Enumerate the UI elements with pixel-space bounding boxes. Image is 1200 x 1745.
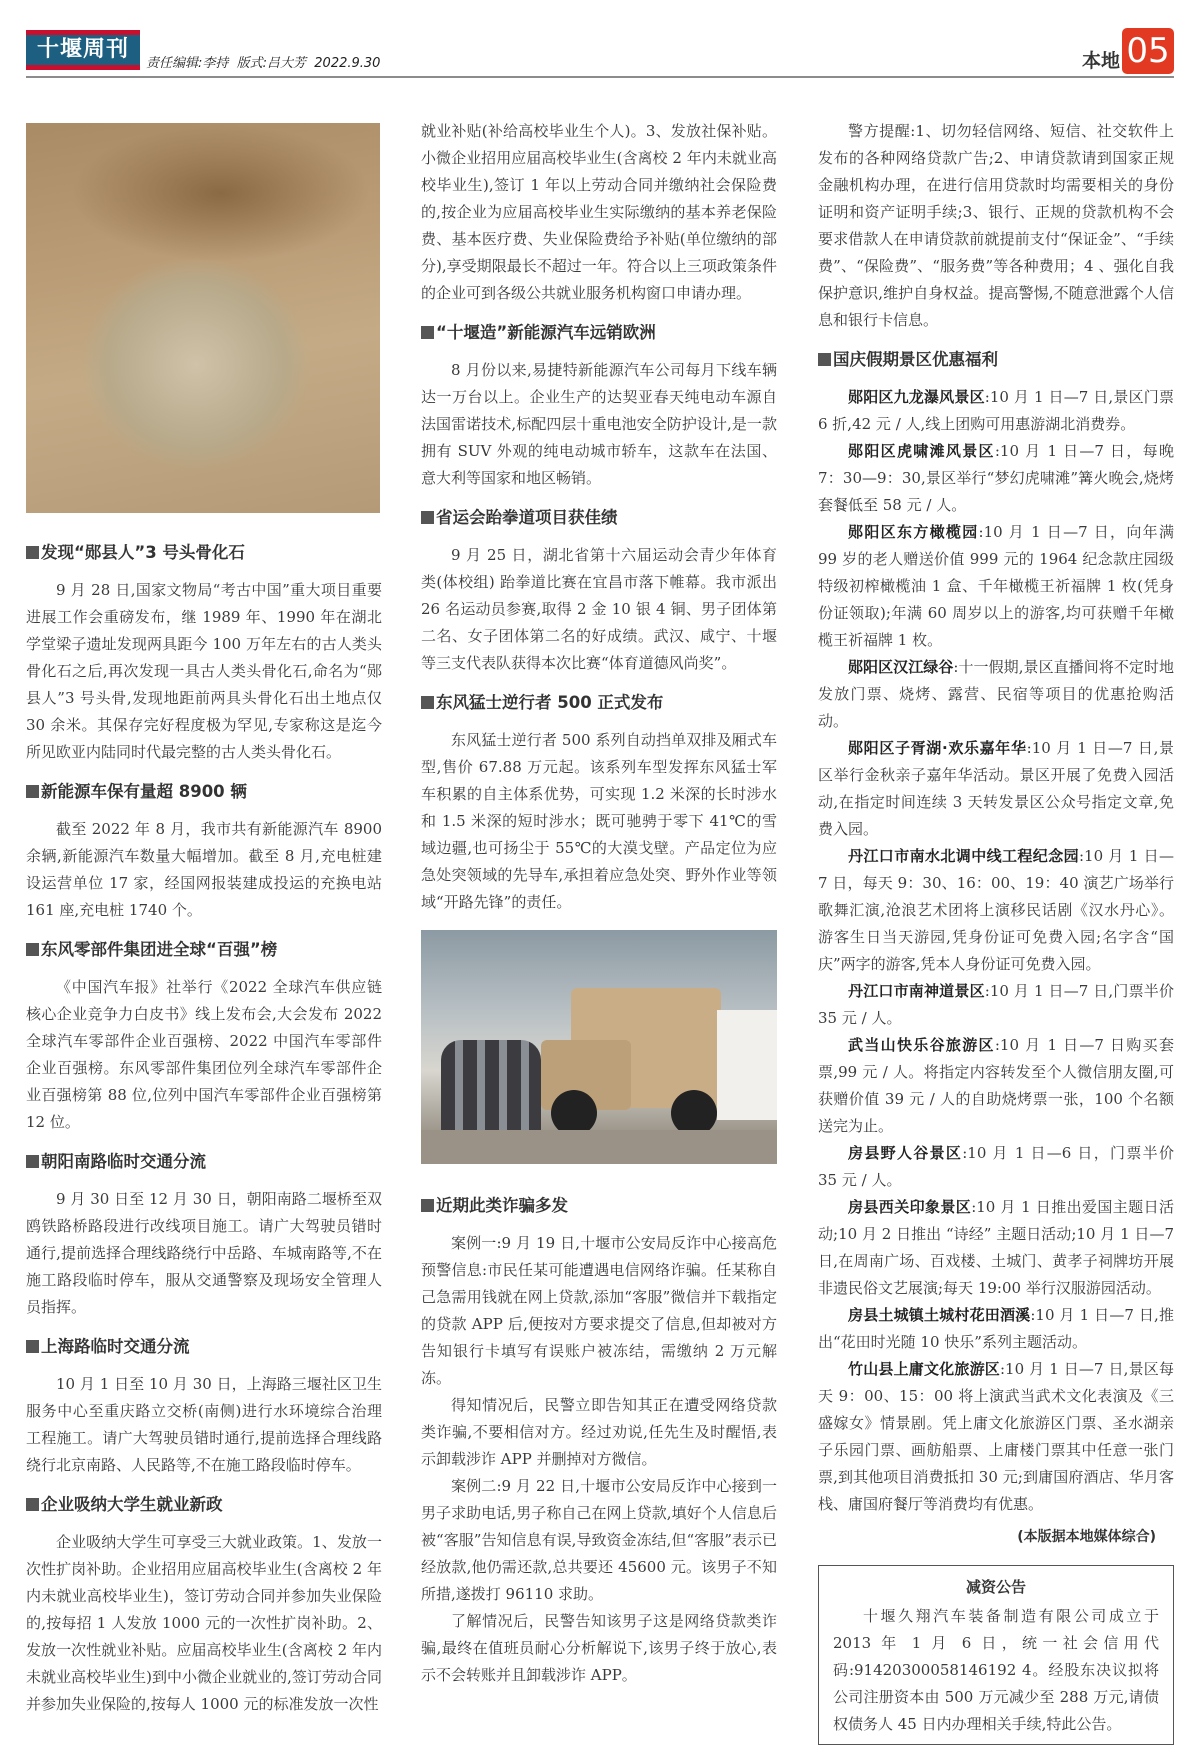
- scenic-offer-text: :10 月 1 日—7 日,门票半价 35 元 / 人。: [818, 982, 1174, 1027]
- scenic-area-name: 郧阳区子胥湖·欢乐嘉年华: [848, 739, 1027, 757]
- article-heading: 东风猛士逆行者 500 正式发布: [421, 691, 777, 715]
- skull-fossil-photo: [26, 123, 380, 513]
- scenic-area-name: 郧阳区虎啸滩风景区: [848, 442, 995, 460]
- article-heading: 发现“郧县人”3 号头骨化石: [26, 541, 382, 565]
- scenic-offer-text: :10 月 1 日—6 日，门票半价 35 元 / 人。: [818, 1144, 1174, 1189]
- article-heading: 上海路临时交通分流: [26, 1335, 382, 1359]
- scenic-offer-text: :10 月 1 日—7 日,推出“花田时光随 10 快乐”系列主题活动。: [818, 1306, 1174, 1351]
- article-paragraph: 《中国汽车报》社举行《2022 全球汽车供应链核心企业竞争力白皮书》线上发布会,大会发布 2022 全球汽车零部件企业百强榜、2022 中国汽车零部件企业百强榜。东风零部件集团位列全球汽车零部件企业百强榜第 88 位,位列中国汽车零部件企业百强榜第 12 位。: [26, 978, 382, 1131]
- article-paragraph: 10 月 1 日至 10 月 30 日，上海路三堰社区卫生服务中心至重庆路立交桥(南侧)进行水环境综合治理工程施工。请广大驾驶员错时通行,提前选择合理线路绕行北京南路、人民路等,不在施工路段临时停车。: [26, 1375, 382, 1474]
- scenic-area-name: 郧阳区汉江绿谷: [848, 658, 954, 676]
- article-paragraph: 案例二:9 月 22 日,十堰市公安局反诈中心接到一男子求助电话,男子称自己在网上贷款,填好个人信息后被“客服”告知信息有误,导致资金冻结,但“客服”表示已经放款,他仍需还款,总共要还 45600 元。该男子不知所措,遂拨打 96110 求助。: [421, 1477, 777, 1603]
- editor-credit-line: 责任编辑:李持 版式:吕大芳 2022.9.30: [146, 56, 381, 71]
- scenic-offer-paragraph: [818, 1194, 1174, 1302]
- photo-people: [441, 1040, 541, 1140]
- article-paragraph: 警方提醒:1、切勿轻信网络、短信、社交软件上发布的各种网络贷款广告;2、申请贷款请到国家正规金融机构办理，在进行信用贷款时均需要相关的身份证明和资产证明手续;3、银行、正规的贷款机构不会要求借款人在申请贷款前就提前支付“保证金”、“手续费”、“保险费”、“服务费”等各种费用；4 、强化自我保护意识,维护自身权益。提高警惕,不随意泄露个人信息和银行卡信息。: [818, 122, 1174, 329]
- page-number-badge: 05: [1122, 28, 1174, 74]
- capital-reduction-notice: [818, 1565, 1174, 1745]
- masthead-logo: 十堰周刊: [26, 30, 140, 70]
- photo-floor: [421, 1130, 777, 1164]
- column-right: [818, 118, 1174, 1745]
- article-paragraph: 截至 2022 年 8 月，我市共有新能源汽车 8900 余辆,新能源汽车数量大幅增加。截至 8 月,充电桩建设运营单位 17 家，经国网报装建成投运的充换电站 161 座,充电桩 1740 个。: [26, 820, 382, 919]
- article-paragraph: 了解情况后，民警告知该男子这是网络贷款类诈骗,最终在值班员耐心分析解说下,该男子终于放心,表示不会转账并且卸载涉诈 APP。: [421, 1612, 777, 1684]
- article-paragraph: 9 月 25 日，湖北省第十六届运动会青少年体育类(体校组) 跆拳道比赛在宜昌市落下帷幕。我市派出 26 名运动员参赛,取得 2 金 10 银 4 铜、男子团体第二名、女子团体第二名的好成绩。武汉、咸宁、十堰等三支代表队获得本次比赛“体育道德风尚奖”。: [421, 546, 777, 672]
- scenic-area-name: 武当山快乐谷旅游区: [848, 1036, 995, 1054]
- notice-title: 减资公告: [965, 1578, 1026, 1596]
- article-heading: 东风零部件集团进全球“百强”榜: [26, 938, 382, 962]
- article-heading: 新能源车保有量超 8900 辆: [26, 780, 382, 804]
- section-label: 本地: [1081, 50, 1120, 72]
- scenic-area-name: 房县土城镇土城村花田酒溪: [848, 1306, 1031, 1324]
- scenic-offer-paragraph: [818, 1032, 1174, 1140]
- scenic-offer-text: :10 月 1 日—7 日,景区每天 9：00、15：00 将上演武当武术文化表演及《三盛嫁女》情景剧。凭上庸文化旅游区门票、圣水湖亲子乐园门票、画舫船票、上庸楼门票其中任意一张门票,到其他项目消费抵扣 30 元;到庸国府酒店、华月客栈、庸国府餐厅等消费均有优惠。: [818, 1360, 1174, 1513]
- vehicle-exhibition-photo: [421, 930, 777, 1164]
- scenic-offer-text: :10 月 1 日—7 日,景区举行金秋亲子嘉年华活动。景区开展了免费入园活动,在指定时间连续 3 天转发景区公众号指定文章,免费入园。: [818, 739, 1174, 838]
- photo-badge: [717, 1010, 777, 1120]
- scenic-offer-paragraph: [818, 843, 1174, 978]
- header-divider: [26, 76, 1174, 78]
- article-heading: 朝阳南路临时交通分流: [26, 1150, 382, 1174]
- scenic-offer-paragraph: [818, 978, 1174, 1032]
- scenic-offer-text: :十一假期,景区直播间将不定时地发放门票、烧烤、露营、民宿等项目的优惠抢购活动。: [818, 658, 1174, 730]
- scenic-offer-text: :10 月 1 日—7 日，每晚 7：30—9：30,景区举行“梦幻虎啸滩”篝火晚会,烧烤套餐低至 58 元 / 人。: [818, 442, 1174, 514]
- article-heading: 省运会跆拳道项目获佳绩: [421, 506, 777, 530]
- column-left: [26, 123, 382, 1718]
- scenic-area-name: 房县野人谷景区: [848, 1144, 963, 1162]
- scenic-offer-text: :10 月 1 日—7 日，向年满 99 岁的老人赠送价值 999 元的 1964 纪念款庄园级特级初榨橄榄油 1 盒、千年橄榄王祈福牌 1 枚(凭身份证领取);年满 60 周岁以上的游客,均可获赠千年橄榄王祈福牌 1 枚。: [818, 523, 1174, 649]
- article-paragraph: 9 月 28 日,国家文物局“考古中国”重大项目重要进展工作会重磅发布，继 1989 年、1990 年在湖北学堂梁子遗址发现两具距今 100 万年左右的古人类头骨化石之后,再次发现一具古人类头骨化石,命名为“郧县人”3 号头骨,发现地距前两具头骨化石出土地点仅 30 余米。其保存完好程度极为罕见,专家称这是迄今所见欧亚内陆同时代最完整的古人类头骨化石。: [26, 581, 382, 761]
- article-heading: 近期此类诈骗多发: [421, 1194, 777, 1218]
- column-middle: [421, 118, 777, 1689]
- article-paragraph: 8 月份以来,易捷特新能源汽车公司每月下线车辆达一万台以上。企业生产的达契亚春天纯电动车源自法国雷诺技术,标配四层十重电池安全防护设计,是一款拥有 SUV 外观的纯电动城市轿车，这款车在法国、意大利等国家和地区畅销。: [421, 361, 777, 487]
- scenic-offer-paragraph: [818, 654, 1174, 735]
- scenic-area-name: 房县西关印象景区: [848, 1198, 972, 1216]
- article-paragraph: 就业补贴(补给高校毕业生个人)。3、发放社保补贴。小微企业招用应届高校毕业生(含离校 2 年内未就业高校毕业生),签订 1 年以上劳动合同并缴纳社会保险费的,按企业为应届高校毕业生实际缴纳的基本养老保险费、基本医疗费、失业保险费给予补贴(单位缴纳的部分),享受期限最长不超过一年。符合以上三项政策条件的企业可到各级公共就业服务机构窗口申请办理。: [421, 122, 777, 302]
- scenic-offer-text: :10 月 1 日—7 日,景区门票 6 折,42 元 / 人,线上团购可用惠游湖北消费券。: [818, 388, 1174, 433]
- scenic-area-name: 丹江口市南神道景区: [848, 982, 985, 1000]
- scenic-area-name: 竹山县上庸文化旅游区: [848, 1360, 1000, 1378]
- scenic-offer-paragraph: [818, 1356, 1174, 1518]
- scenic-offer-paragraph: [818, 384, 1174, 438]
- scenic-offer-text: :10 月 1 日—7 日，每天 9：30、16：00、19：40 演艺广场举行歌舞汇演,沧浪艺术团将上演移民话剧《汉水丹心》。游客生日当天游园,凭身份证可免费入园;名字含“国庆”两字的游客,凭本人身份证可免费入园。: [818, 847, 1174, 973]
- source-credit: (本版据本地媒体综合): [1017, 1529, 1156, 1545]
- scenic-offer-paragraph: [818, 1140, 1174, 1194]
- scenic-offer-paragraph: [818, 519, 1174, 654]
- article-heading: “十堰造”新能源汽车远销欧洲: [421, 321, 777, 345]
- article-paragraph: 企业吸纳大学生可享受三大就业政策。1、发放一次性扩岗补助。企业招用应届高校毕业生(含离校 2 年内未就业高校毕业生)，签订劳动合同并参加失业保险的,按每招 1 人发放 1000 元的一次性扩岗补助。2、发放一次性就业补贴。应届高校毕业生(含离校 2 年内未就业高校毕业生)到中小微企业就业的,签订劳动合同并参加失业保险的,按每人 1000 元的标准发放一次性: [26, 1533, 382, 1713]
- article-paragraph: 案例一:9 月 19 日,十堰市公安局反诈中心接高危预警信息:市民任某可能遭遇电信网络诈骗。任某称自己急需用钱就在网上贷款,添加“客服”微信并下载指定的贷款 APP 后,便按对方要求提交了信息,但却被对方告知银行卡填写有误账户被冻结，需缴纳 2 万元解冻。: [421, 1234, 777, 1387]
- scenic-offer-paragraph: [818, 438, 1174, 519]
- article-paragraph: 东风猛士逆行者 500 系列自动挡单双排及厢式车型,售价 67.88 万元起。该系列车型发挥东风猛士军车积累的自主体系优势，可实现 1.2 米深的长时涉水和 1.5 米深的短时涉水；既可驰骋于零下 41℃的雪域边疆,也可扬尘于 55℃的大漠戈壁。产品定位为应急处突领域的先导车,承担着应急处突、野外作业等领域“开路先锋”的责任。: [421, 731, 777, 911]
- notice-body: 十堰久翔汽车装备制造有限公司成立于 2013 年 1 月 6 日，统一社会信用代码:91420300058146192 4。经股东决议拟将公司注册资本由 500 万元减少至 288 万元,请债权债务人 45 日内办理相关手续,特此公告。: [833, 1607, 1159, 1733]
- article-paragraph: 得知情况后，民警立即告知其正在遭受网络贷款类诈骗,不要相信对方。经过劝说,任先生及时醒悟,表示卸载涉诈 APP 并删掉对方微信。: [421, 1396, 777, 1468]
- article-paragraph: 9 月 30 日至 12 月 30 日，朝阳南路二堰桥至双鸥铁路桥路段进行改线项目施工。请广大驾驶员错时通行,提前选择合理线路绕行中岳路、车城南路等,不在施工路段临时停车，服从交通警察及现场安全管理人员指挥。: [26, 1190, 382, 1316]
- scenic-area-name: 郧阳区东方橄榄园: [848, 523, 979, 541]
- article-heading: 企业吸纳大学生就业新政: [26, 1493, 382, 1517]
- scenic-area-name: 丹江口市南水北调中线工程纪念园: [848, 847, 1079, 865]
- scenic-offer-paragraph: [818, 735, 1174, 843]
- scenic-area-name: 郧阳区九龙瀑风景区: [848, 388, 985, 406]
- scenic-offer-paragraph: [818, 1302, 1174, 1356]
- scenic-offer-text: :10 月 1 日—7 日购买套票,99 元 / 人。将指定内容转发至个人微信朋友圈,可获赠价值 39 元 / 人的自助烧烤票一张，100 个名额送完为止。: [818, 1036, 1174, 1135]
- article-heading: 国庆假期景区优惠福利: [818, 348, 1174, 372]
- scenic-offer-text: :10 月 1 日推出爱国主题日活动;10 月 2 日推出 “诗经” 主题日活动;10 月 1 日—7 日,在周南广场、百戏楼、土城门、黄孝子祠牌坊开展非遗民俗文艺展演;每天 19:00 举行汉服游园活动。: [818, 1198, 1174, 1297]
